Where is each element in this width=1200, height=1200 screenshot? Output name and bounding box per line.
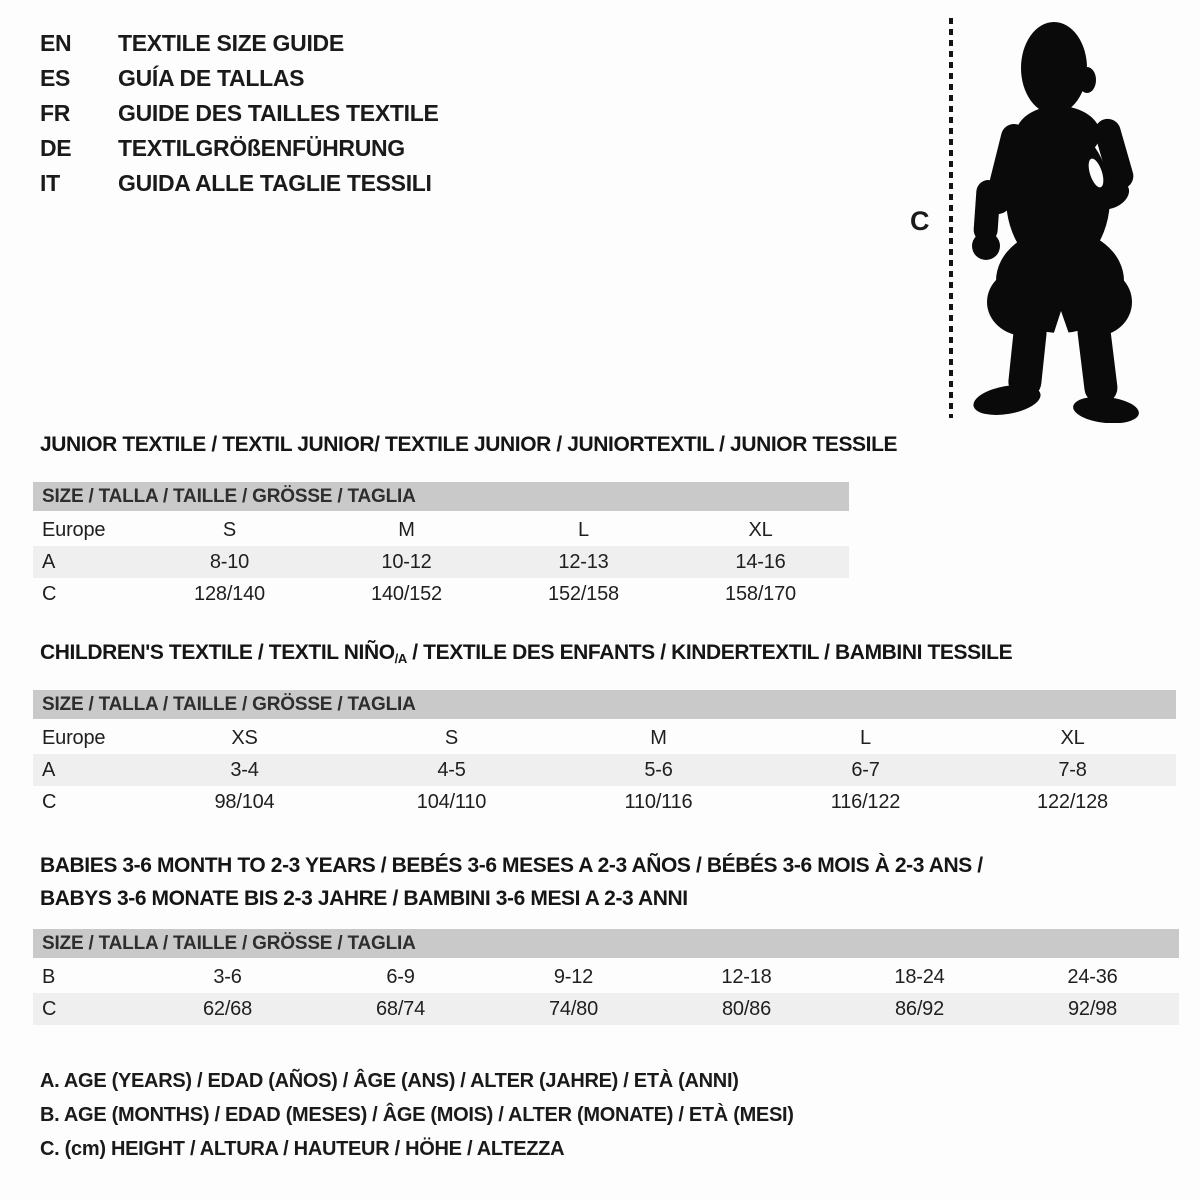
months-value: 3-6	[213, 965, 242, 988]
children-section-heading	[40, 641, 1012, 666]
size-header-label: SIZE / TALLA / TAILLE / GRÖSSE / TAGLIA	[42, 693, 416, 715]
months-value: 6-9	[386, 965, 415, 988]
lang-title: GUÍA DE TALLAS	[118, 65, 305, 91]
height-value: 86/92	[894, 997, 945, 1020]
height-value: 158/170	[725, 582, 796, 605]
babies-size-table	[33, 929, 1179, 1025]
size-header-label: SIZE / TALLA / TAILLE / GRÖSSE / TAGLIA	[42, 485, 416, 507]
height-value: 128/140	[194, 582, 265, 605]
height-dimension-line	[949, 18, 953, 418]
lang-code: IT	[40, 170, 60, 196]
size-header-label: SIZE / TALLA / TAILLE / GRÖSSE / TAGLIA	[42, 932, 416, 954]
baby-silhouette-image	[963, 18, 1141, 423]
age-value: 3-4	[230, 758, 259, 781]
age-value: 8-10	[209, 550, 250, 573]
babies-height-row	[33, 993, 1179, 1025]
babies-table-header-bar	[33, 929, 1179, 958]
lang-row-es	[40, 61, 439, 96]
junior-age-row	[33, 546, 849, 578]
size-column: S	[222, 518, 237, 541]
children-table-header-bar	[33, 690, 1176, 719]
row-label: A	[42, 550, 56, 573]
junior-section-heading: JUNIOR TEXTILE / TEXTIL JUNIOR/ TEXTILE JUNIOR / JUNIORTEXTIL / JUNIOR TESSILE	[40, 433, 898, 456]
height-value: 98/104	[214, 790, 275, 813]
lang-code: EN	[40, 30, 72, 56]
legend-line-b: B. AGE (MONTHS) / EDAD (MESES) / ÂGE (MOIS) / ALTER (MONATE) / ETÀ (MESI)	[40, 1104, 794, 1126]
row-label: C	[42, 790, 57, 813]
months-value: 18-24	[894, 965, 945, 988]
height-value: 122/128	[1037, 790, 1108, 813]
figure-label-c: C	[910, 206, 930, 236]
lang-title: GUIDE DES TAILLES TEXTILE	[118, 100, 439, 126]
lang-row-de	[40, 131, 439, 166]
height-value: 152/158	[548, 582, 619, 605]
lang-code: FR	[40, 100, 71, 126]
height-value: 140/152	[371, 582, 442, 605]
babies-heading-line2: BABYS 3-6 MONATE BIS 2-3 JAHRE / BAMBINI 3-6 MESI A 2-3 ANNI	[40, 887, 688, 910]
babies-section-heading	[40, 849, 983, 915]
height-value: 74/80	[548, 997, 599, 1020]
children-heading-rest: / TEXTILE DES ENFANTS / KINDERTEXTIL / BAMBINI TESSILE	[406, 641, 1013, 664]
height-value: 92/98	[1067, 997, 1118, 1020]
age-value: 6-7	[851, 758, 880, 781]
size-column: M	[650, 726, 667, 749]
lang-title: TEXTILGRÖßENFÜHRUNG	[118, 135, 405, 161]
size-column: XL	[748, 518, 773, 541]
size-column: L	[578, 518, 589, 541]
junior-height-row	[33, 578, 849, 610]
age-value: 12-13	[558, 550, 609, 573]
junior-size-table	[33, 482, 849, 610]
children-height-row	[33, 786, 1176, 818]
legend	[40, 1070, 794, 1172]
row-label: A	[42, 758, 56, 781]
children-heading-subscript: /A	[394, 651, 407, 666]
size-column: L	[860, 726, 871, 749]
children-heading-main: CHILDREN'S TEXTILE / TEXTIL NIÑO	[40, 641, 395, 664]
babies-heading-line1: BABIES 3-6 MONTH TO 2-3 YEARS / BEBÉS 3-6 MESES A 2-3 AÑOS / BÉBÉS 3-6 MOIS À 2-3 ANS /	[40, 854, 983, 877]
lang-row-it	[40, 166, 439, 201]
language-title-list	[40, 26, 439, 201]
age-value: 4-5	[437, 758, 466, 781]
height-value: 68/74	[375, 997, 426, 1020]
junior-columns-row	[33, 514, 849, 546]
height-value: 104/110	[416, 790, 487, 813]
height-value: 80/86	[721, 997, 772, 1020]
lang-row-fr	[40, 96, 439, 131]
legend-line-c: C. (cm) HEIGHT / ALTURA / HAUTEUR / HÖHE / ALTEZZA	[40, 1138, 565, 1160]
size-column: S	[444, 726, 459, 749]
babies-months-row	[33, 961, 1179, 993]
height-value: 116/122	[830, 790, 901, 813]
months-value: 12-18	[721, 965, 772, 988]
size-column: M	[398, 518, 415, 541]
lang-code: DE	[40, 135, 72, 161]
months-value: 9-12	[553, 965, 594, 988]
children-size-table	[33, 690, 1176, 818]
junior-table-header-bar	[33, 482, 849, 511]
months-value: 24-36	[1067, 965, 1118, 988]
region-label: Europe	[42, 726, 106, 749]
lang-title: TEXTILE SIZE GUIDE	[118, 30, 344, 56]
legend-line-a: A. AGE (YEARS) / EDAD (AÑOS) / ÂGE (ANS) / ALTER (JAHRE) / ETÀ (ANNI)	[40, 1070, 739, 1092]
row-label: C	[42, 997, 57, 1020]
size-column: XS	[231, 726, 258, 749]
lang-code: ES	[40, 65, 71, 91]
height-value: 110/116	[624, 790, 693, 813]
children-columns-row	[33, 722, 1176, 754]
row-label: B	[42, 965, 56, 988]
region-label: Europe	[42, 518, 106, 541]
size-column: XL	[1060, 726, 1085, 749]
row-label: C	[42, 582, 57, 605]
age-value: 14-16	[735, 550, 786, 573]
lang-row-en	[40, 26, 439, 61]
children-age-row	[33, 754, 1176, 786]
height-value: 62/68	[202, 997, 253, 1020]
age-value: 5-6	[644, 758, 673, 781]
age-value: 10-12	[381, 550, 432, 573]
lang-title: GUIDA ALLE TAGLIE TESSILI	[118, 170, 432, 196]
age-value: 7-8	[1058, 758, 1087, 781]
